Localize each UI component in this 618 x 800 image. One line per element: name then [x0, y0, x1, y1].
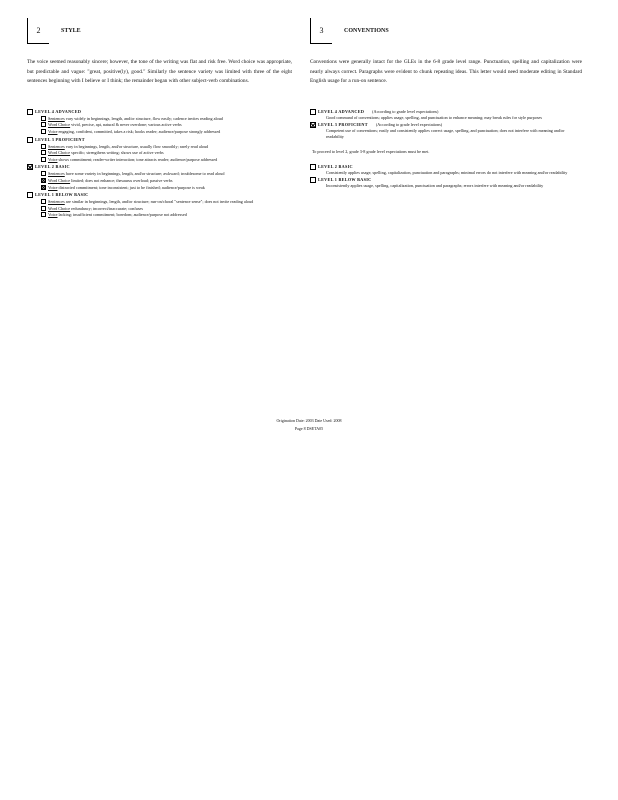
- style-level-row: [27, 164, 292, 170]
- conventions-level-description: Good command of conventions; applies usage, spelling, and punctuation to enhance meaning; may break rules for style purposes: [326, 114, 542, 120]
- conventions-rubric-levels-low: [310, 164, 582, 189]
- style-criterion-row: [41, 144, 292, 150]
- style-criterion-row: [41, 122, 292, 128]
- style-criterion-row: [41, 206, 292, 212]
- style-criterion-row: [41, 199, 292, 205]
- footer-origination: Origination Date: 2003 Date Used: 2008: [276, 418, 342, 423]
- style-criterion-checkbox[interactable]: [41, 144, 46, 149]
- style-level-checkbox[interactable]: [27, 109, 33, 115]
- style-level-label: LEVEL 2 BASIC: [35, 164, 70, 170]
- style-level-label: LEVEL 3 PROFICIENT: [35, 136, 85, 142]
- conventions-header: [310, 18, 582, 44]
- criterion-description: have some variety in beginnings, length, and/or structure; awkward; troublesome to read aloud: [65, 171, 225, 177]
- style-criterion-text: [48, 171, 292, 177]
- criterion-description: redundancy; incorrect/inaccurate; confuses: [71, 205, 144, 211]
- criterion-description: limited; does not enhance; thesaurus overload; passive verbs: [71, 177, 173, 183]
- conventions-level-suffix: (According to grade level expectations): [375, 122, 443, 128]
- style-criterion-checkbox[interactable]: [41, 150, 46, 155]
- criterion-description: vivid, precise, apt, natural & never overdone; various active verbs: [71, 122, 182, 128]
- style-criterion-checkbox[interactable]: [41, 178, 46, 183]
- conventions-level-checkbox[interactable]: [310, 164, 316, 170]
- conventions-level-checkbox[interactable]: [310, 109, 316, 115]
- criterion-description: lacking; insufficient commitment; boredom; audience/purpose not addressed: [58, 212, 187, 218]
- style-criterion-text: [48, 129, 292, 135]
- style-criterion-row: [41, 150, 292, 156]
- conventions-rubric-levels: [310, 109, 582, 140]
- style-criterion-checkbox[interactable]: [41, 206, 46, 211]
- criterion-description: vary in beginnings, length, and/or structure, usually flow smoothly; rarely read aloud: [65, 143, 209, 149]
- style-criterion-checkbox[interactable]: [41, 129, 46, 134]
- criterion-heading: Voice: [48, 128, 58, 134]
- criterion-heading: Word Choice: [48, 122, 71, 128]
- criterion-heading: Word Choice: [48, 150, 71, 156]
- style-criterion-checkbox[interactable]: [41, 199, 46, 204]
- criterion-description: distracted commitment; tone inconsistent; just to be finished; audience/purpose is weak: [58, 184, 205, 190]
- criterion-description: engaging, confident, committed, takes a risk; hooks reader; audience/purpose strongly addressed: [58, 128, 221, 134]
- style-criterion-text: [48, 144, 292, 150]
- style-criterion-row: [41, 185, 292, 191]
- conventions-section-title: CONVENTIONS: [344, 28, 389, 34]
- page-footer: [0, 417, 618, 433]
- style-criterion-checkbox[interactable]: [41, 116, 46, 121]
- conventions-comment-paragraph: Conventions were generally intact for the GLEs in the 6-8 grade level range. Punctuation, spelling and capitalization were nearly always correct. Paragraphs were evident to chunk repeating ideas. This letter would need moderate editing in Standard English usage for a run-on sentence.: [310, 59, 582, 85]
- conventions-level-label: LEVEL 2 BASIC: [318, 163, 353, 169]
- criterion-heading: Sentences: [48, 115, 65, 121]
- criterion-description: vary widely in beginnings, length, and/or structure, flow easily; cadence invites reading aloud: [65, 115, 223, 121]
- criterion-description: are similar in beginnings, length, and/or structure; run-on/choral "sentence sense"; does not invite reading aloud: [65, 199, 254, 205]
- style-criterion-checkbox[interactable]: [41, 185, 46, 190]
- style-header: [27, 18, 292, 44]
- criterion-description: shows commitment; reader-writer interaction; tone attracts reader; audience/purpose addressed: [58, 156, 218, 162]
- criterion-heading: Word Choice: [48, 205, 71, 211]
- style-criterion-checkbox[interactable]: [41, 171, 46, 176]
- criterion-description: specific; strengthens writing; shows use of active verbs: [71, 150, 164, 156]
- conventions-section: [310, 18, 582, 189]
- criterion-heading: Word Choice: [48, 177, 71, 183]
- conventions-level-description: Competent use of conventions; easily and consistently applies correct usage, spelling, and punctuation; does not interfere with meaning and/or readability: [326, 128, 565, 139]
- style-criterion-row: [41, 212, 292, 218]
- criterion-heading: Voice: [48, 212, 58, 218]
- style-criterion-checkbox[interactable]: [41, 212, 46, 217]
- style-criterion-checkbox[interactable]: [41, 122, 46, 127]
- style-criterion-row: [41, 178, 292, 184]
- style-criterion-text: [48, 178, 292, 184]
- style-section: [27, 18, 292, 218]
- style-level-label: LEVEL 4 ADVANCED: [35, 108, 82, 114]
- style-criterion-text: [48, 212, 292, 218]
- criterion-heading: Voice: [48, 156, 58, 162]
- style-criterion-text: [48, 206, 292, 212]
- style-level-row: [27, 137, 292, 143]
- style-criterion-text: [48, 122, 292, 128]
- style-level-checkbox[interactable]: [27, 137, 33, 143]
- style-criterion-row: [41, 129, 292, 135]
- style-level-checkbox[interactable]: [27, 164, 33, 170]
- conventions-level-checkbox[interactable]: [310, 177, 316, 183]
- footer-page: Page 8 DSETA05: [294, 426, 324, 431]
- style-level-row: [27, 109, 292, 115]
- style-criterion-row: [41, 171, 292, 177]
- conventions-level-suffix: (According to grade level expectations): [372, 108, 439, 114]
- style-section-number: 2: [27, 18, 49, 44]
- style-criterion-text: [48, 150, 292, 156]
- style-criterion-row: [41, 116, 292, 122]
- conventions-level-label: LEVEL 4 ADVANCED: [318, 108, 365, 114]
- style-criterion-text: [48, 116, 292, 122]
- conventions-level-label: LEVEL 1 BELOW BASIC: [318, 177, 372, 183]
- conventions-proceed-note: To proceed to level 2, grade 3-8 grade level expectations must be met.: [312, 148, 430, 154]
- style-criterion-checkbox[interactable]: [41, 157, 46, 162]
- style-level-row: [27, 192, 292, 198]
- criterion-heading: Sentences: [48, 199, 65, 205]
- conventions-level-description: Inconsistently applies usage, spelling, capitalization, punctuation and paragraphs; errors interfere with meaning and/or readability: [326, 183, 544, 189]
- style-criterion-row: [41, 157, 292, 163]
- style-criterion-text: [48, 185, 292, 191]
- style-section-title: STYLE: [61, 28, 81, 34]
- conventions-section-number: 3: [310, 18, 332, 44]
- criterion-heading: Sentences: [48, 171, 65, 177]
- conventions-level-description: Consistently applies usage, spelling, capitalization, punctuation and paragraphs; minimal errors do not interfere with meaning and/or readability: [326, 169, 568, 175]
- style-criterion-text: [48, 157, 292, 163]
- criterion-heading: Voice: [48, 184, 58, 190]
- style-criterion-text: [48, 199, 292, 205]
- conventions-level-checkbox[interactable]: [310, 122, 316, 128]
- criterion-heading: Sentences: [48, 143, 65, 149]
- style-comment-paragraph: The voice seemed reasonably sincere; however, the tone of the writing was flat and risk free. Word choice was appropriate, but predictable and vague: "great, positive(ly), good." Similarly the sentence variety was limited with three of the eight sentences beginning with I believe or I think; the remainder began with other subject-verb combinations.: [27, 59, 292, 85]
- conventions-level-label: LEVEL 3 PROFICIENT: [318, 122, 368, 128]
- style-rubric-levels: [27, 109, 292, 218]
- style-level-label: LEVEL 1 BELOW BASIC: [35, 192, 89, 198]
- style-level-checkbox[interactable]: [27, 192, 33, 198]
